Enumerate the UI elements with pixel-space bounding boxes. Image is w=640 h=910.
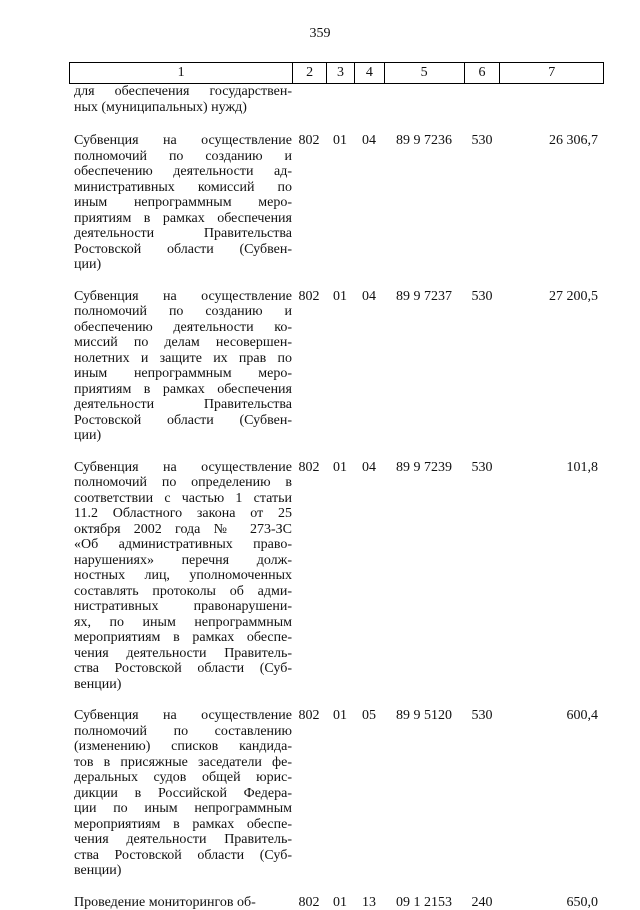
table-row [69, 460, 604, 693]
cell-c7: 650,0 [500, 895, 604, 910]
cell-c2: 802 [292, 289, 326, 444]
text-line: ции) [74, 257, 292, 273]
row-description [69, 895, 292, 910]
column-header-2: 2 [292, 63, 326, 83]
text-line: нарушениях» перечня долж- [74, 553, 292, 569]
cell-c5: 89 9 7236 [384, 133, 464, 273]
table-row [69, 133, 604, 273]
text-line: полномочий по составлению [74, 724, 292, 740]
column-header-1: 1 [70, 63, 292, 83]
cell-c3: 01 [326, 895, 354, 910]
cell-c3: 01 [326, 460, 354, 693]
page-number: 359 [0, 26, 640, 42]
text-line: нистративных правонарушени- [74, 599, 292, 615]
cell-c2: 802 [292, 460, 326, 693]
text-line: деятельности Правительства [74, 397, 292, 413]
cell-c3: 01 [326, 133, 354, 273]
text-line: мероприятиям в рамках обеспе- [74, 630, 292, 646]
cell-c7: 101,8 [500, 460, 604, 693]
text-line: обеспечению деятельности ко- [74, 320, 292, 336]
cell-c4: 04 [354, 133, 384, 273]
text-line: иным непрограммным меро- [74, 195, 292, 211]
row-description [69, 460, 292, 693]
cell-c4: 04 [354, 460, 384, 693]
cell-c4: 13 [354, 895, 384, 910]
text-line: ции по иным непрограммным [74, 801, 292, 817]
text-line: тов в присяжные заседатели фе- [74, 755, 292, 771]
text-line: приятиям в рамках обеспечения [74, 211, 292, 227]
budget-table [69, 62, 604, 910]
cell-c3: 01 [326, 289, 354, 444]
table-header-row [69, 62, 604, 84]
text-line: Субвенция на осуществление [74, 708, 292, 724]
text-line: ции) [74, 428, 292, 444]
text-line: полномочий по определению в [74, 475, 292, 491]
text-line: мероприятиям в рамках обеспе- [74, 817, 292, 833]
text-line: Субвенция на осуществление [74, 133, 292, 149]
table-row [69, 289, 604, 444]
cell-c6: 530 [464, 133, 500, 273]
text-line: для обеспечения государствен- [74, 84, 292, 100]
row-description [69, 289, 292, 444]
cell-c6: 530 [464, 460, 500, 693]
text-line: приятиям в рамках обеспечения [74, 382, 292, 398]
row-description [69, 708, 292, 879]
text-line: Проведение мониторингов об- [74, 895, 292, 910]
cell-c2: 802 [292, 708, 326, 879]
text-line: деятельности Правительства [74, 226, 292, 242]
text-line: нолетних и защите их прав по [74, 351, 292, 367]
table-row [69, 895, 604, 910]
cell-c5: 09 1 2153 [384, 895, 464, 910]
cell-c7: 26 306,7 [500, 133, 604, 273]
cell-c6: 240 [464, 895, 500, 910]
row-description [69, 133, 292, 273]
text-line: иным непрограммным меро- [74, 366, 292, 382]
text-line: (изменению) списков кандида- [74, 739, 292, 755]
cell-c5: 89 9 7237 [384, 289, 464, 444]
cell-c2: 802 [292, 895, 326, 910]
cell-c5: 89 9 7239 [384, 460, 464, 693]
text-line: венции) [74, 677, 292, 693]
text-line: полномочий по созданию и [74, 149, 292, 165]
text-line: «Об административных право- [74, 537, 292, 553]
table-row [69, 708, 604, 879]
text-line: 11.2 Областного закона от 25 [74, 506, 292, 522]
text-line: миссий по делам несовершен- [74, 335, 292, 351]
cell-c6: 530 [464, 708, 500, 879]
text-line: Субвенция на осуществление [74, 289, 292, 305]
text-line: чения деятельности Правитель- [74, 832, 292, 848]
text-line: Субвенция на осуществление [74, 460, 292, 476]
cell-c4: 05 [354, 708, 384, 879]
column-header-3: 3 [326, 63, 354, 83]
text-line: ных (муниципальных) нужд) [74, 100, 292, 116]
text-line: деральных судов общей юрис- [74, 770, 292, 786]
text-line: чения деятельности Правитель- [74, 646, 292, 662]
cell-c4: 04 [354, 289, 384, 444]
cell-c6: 530 [464, 289, 500, 444]
text-line: Ростовской области (Субвен- [74, 413, 292, 429]
text-line: Ростовской области (Субвен- [74, 242, 292, 258]
cell-c5: 89 9 5120 [384, 708, 464, 879]
cell-c7: 600,4 [500, 708, 604, 879]
text-line: ства Ростовской области (Суб- [74, 661, 292, 677]
text-line: ства Ростовской области (Суб- [74, 848, 292, 864]
continuation-text [69, 84, 292, 115]
text-line: октября 2002 года № 273-ЗС [74, 522, 292, 538]
column-header-7: 7 [499, 63, 603, 83]
text-line: составлять протоколы об адми- [74, 584, 292, 600]
text-line: обеспечению деятельности ад- [74, 164, 292, 180]
text-line: министративных комиссий по [74, 180, 292, 196]
continuation-row [69, 84, 604, 115]
text-line: ностных лиц, уполномоченных [74, 568, 292, 584]
column-header-6: 6 [464, 63, 500, 83]
cell-c7: 27 200,5 [500, 289, 604, 444]
text-line: полномочий по созданию и [74, 304, 292, 320]
text-line: венции) [74, 863, 292, 879]
cell-c2: 802 [292, 133, 326, 273]
text-line: дикции в Российской Федера- [74, 786, 292, 802]
column-header-5: 5 [384, 63, 464, 83]
text-line: соответствии с частью 1 статьи [74, 491, 292, 507]
column-header-4: 4 [354, 63, 384, 83]
cell-c3: 01 [326, 708, 354, 879]
text-line: ях, по иным непрограммным [74, 615, 292, 631]
